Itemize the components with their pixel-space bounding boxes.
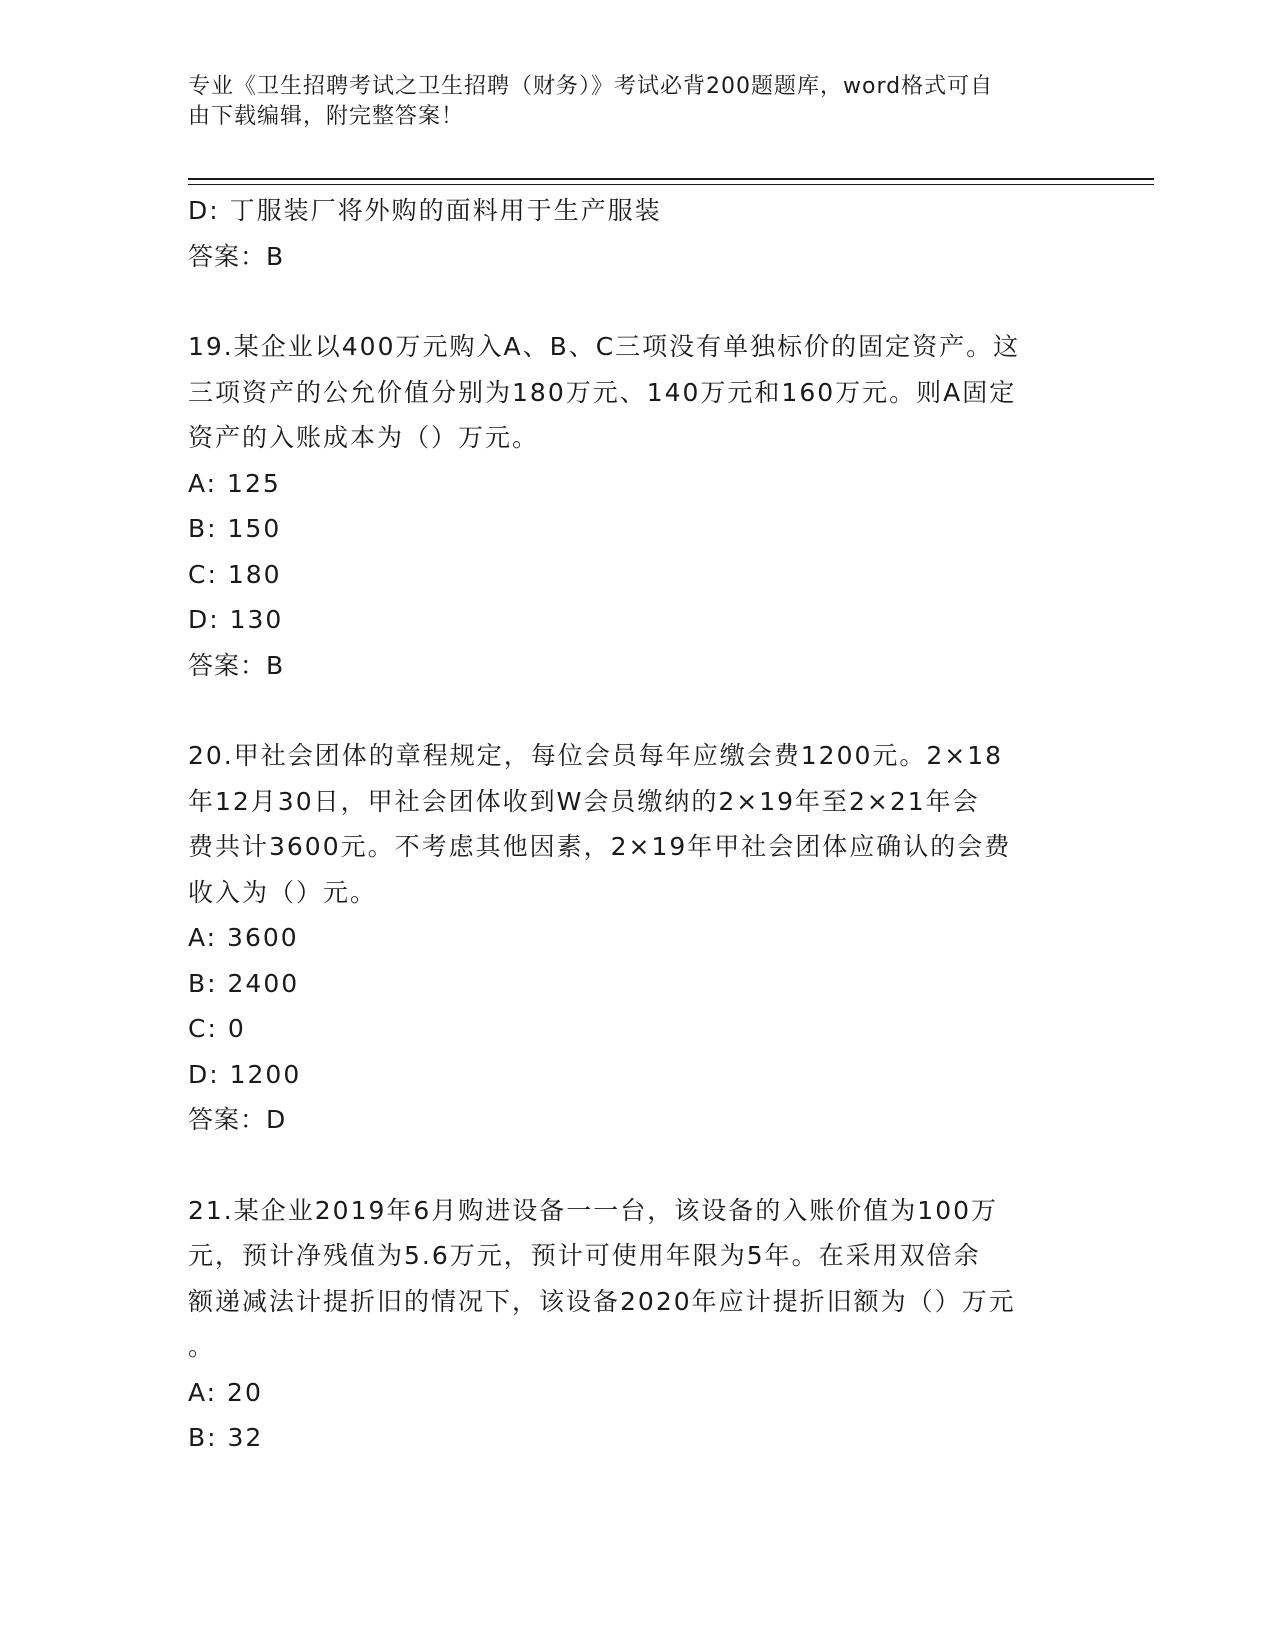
option-d: D: 丁服装厂将外购的面料用于生产服装 <box>188 196 662 225</box>
question-20 <box>188 733 1088 1143</box>
option-b: B: 150 <box>188 514 282 543</box>
question-text-line: 元，预计净残值为5.6万元，预计可使用年限为5年。在采用双倍余 <box>188 1241 981 1270</box>
question-text-line: 19.某企业以400万元购入A、B、C三项没有单独标价的固定资产。这 <box>188 332 1021 361</box>
question-text-line: 资产的入账成本为（）万元。 <box>188 423 540 452</box>
question-text-line: 。 <box>188 1332 216 1361</box>
answer-label: 答案：D <box>188 1105 287 1134</box>
question-18-tail <box>188 188 1088 279</box>
question-text-line: 年12月30日，甲社会团体收到W会员缴纳的2×19年至2×21年会 <box>188 786 980 816</box>
header-divider-thick <box>188 178 1154 180</box>
answer-label: 答案：B <box>188 650 285 680</box>
option-d: D: 130 <box>188 605 284 634</box>
question-text-line: 21.某企业2019年6月购进设备一一台，该设备的入账价值为100万 <box>188 1195 999 1225</box>
document-body <box>188 188 1088 1461</box>
question-text-line: 三项资产的公允价值分别为180万元、140万元和160万元。则A固定 <box>188 377 1017 407</box>
question-text-line: 收入为（）元。 <box>188 877 378 907</box>
option-a: A: 125 <box>188 468 281 498</box>
option-b: B: 2400 <box>188 968 300 998</box>
option-c: C: 0 <box>188 1014 246 1043</box>
option-b: B: 32 <box>188 1423 264 1452</box>
option-a: A: 3600 <box>188 923 299 952</box>
header-divider-thin <box>188 184 1154 185</box>
question-21 <box>188 1188 1088 1461</box>
option-a: A: 20 <box>188 1377 263 1407</box>
header-title-line-2: 由下载编辑，附完整答案！ <box>188 104 465 129</box>
question-text-line: 额递减法计提折旧的情况下，该设备2020年应计提折旧额为（）万元 <box>188 1286 1016 1316</box>
question-text-line: 20.甲社会团体的章程规定，每位会员每年应缴会费1200元。2×18 <box>188 741 1004 770</box>
answer-label: 答案：B <box>188 241 285 271</box>
document-header <box>188 72 1068 132</box>
option-d: D: 1200 <box>188 1059 302 1089</box>
option-c: C: 180 <box>188 559 282 589</box>
question-19 <box>188 324 1088 688</box>
question-text-line: 费共计3600元。不考虑其他因素，2×19年甲社会团体应确认的会费 <box>188 832 1012 861</box>
header-title-line-1: 专业《卫生招聘考试之卫生招聘（财务）》考试必背200题题库，word格式可自 <box>188 74 994 99</box>
